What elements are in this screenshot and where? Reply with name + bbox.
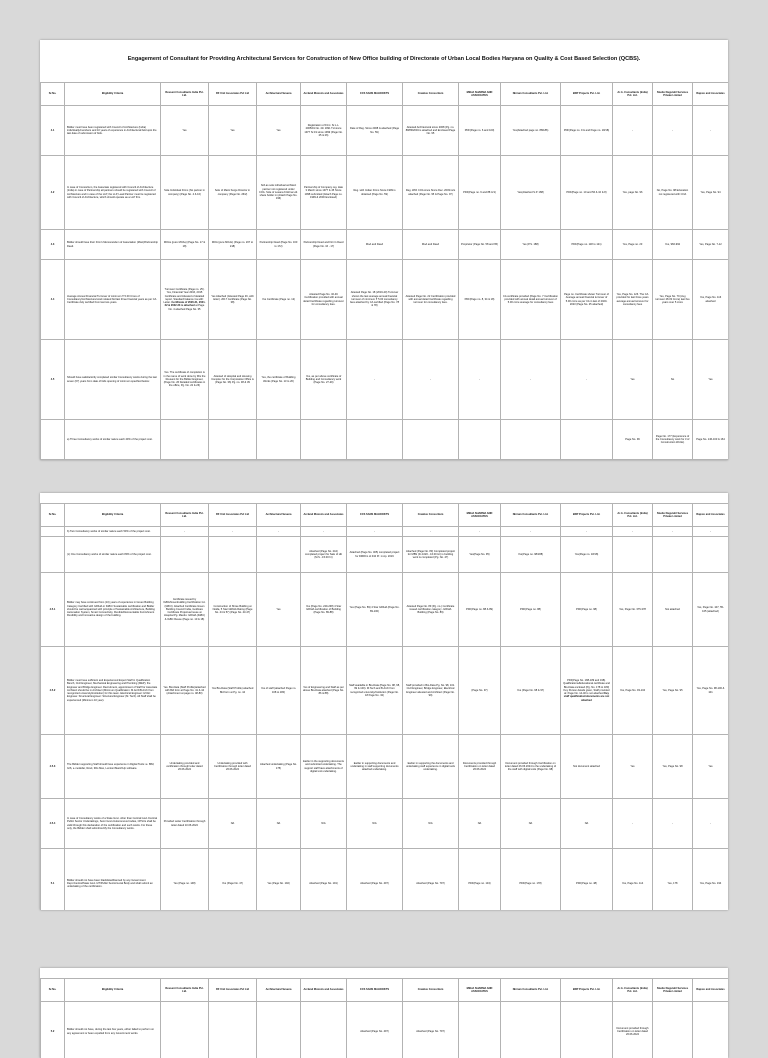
bidder-evaluation-cell: Yes Certificate (Page no. 12) [257, 260, 301, 340]
bidder-evaluation-cell: Yes, Page No. 7-12 [693, 230, 729, 260]
table-row [41, 420, 729, 460]
row-number: 4.5.3 [41, 735, 65, 799]
eligibility-criteria-cell: Average Annual Financial Turnover of minimum ₹ 5.00 Crore of Consultancy/Architectural work related bid last three financial years as per CA Certificate duly certified from last two years. [65, 260, 161, 340]
column-header: Studio Dagstuhl Services Private Limited [653, 83, 693, 106]
bidder-evaluation-cell: - [653, 527, 693, 537]
column-header: MEHA SHARMA AND ASSOCIATES [459, 83, 501, 106]
bidder-evaluation-cell: NA [257, 799, 301, 849]
bidder-evaluation-cell: Attached (Page No. 497) [347, 1002, 403, 1058]
bidder-evaluation-cell: Partnership Deed (Page No. 160 to 172) [257, 230, 301, 260]
bidder-evaluation-cell: Undertaking provided and certification through letter dated 26.06.2024 [161, 735, 209, 799]
bidder-evaluation-cell: PDF(Page no. 118 to 121) [561, 230, 613, 260]
bidder-evaluation-cell: Yes, Page No. 95 [653, 647, 693, 735]
row-number: 4.4 [41, 260, 65, 340]
bidder-evaluation-cell: Undertaking provided with Certification through letter dated 26.06.2024 [209, 735, 257, 799]
eligibility-criteria-cell: Bidder must have sufficient and Experienced Expert Staff in Qualification Bench, Civil Engineer, Mechanical Engineering and Plumbing (MEP), fire Engineer and Bridge Engineer. Recruitment, appointment of Staff for Associate Architect should be in Architect (Minimum Qualification: M.Arch/B.Arch from recognized university/institution) for this team. Electrical Engineer: HVAC Engineer. Structural Engineer: Structural Engineer (M. Tech). All Staff shall be experienced (Minimum 10 year). [65, 647, 161, 735]
bidder-evaluation-cell: Page No. 177 (Experience of the Consultancy work for 3 of Construction Works) [653, 420, 693, 460]
bidder-evaluation-cell: Construction of Shree Building at Noida, 5 Star GRIHA Rating (Page No. 44 & 57) (Page No. 43-47) [209, 573, 257, 647]
table-row [41, 156, 729, 230]
bidder-evaluation-cell [257, 537, 301, 573]
column-header: Rapsio and Associates [693, 83, 729, 106]
bidder-evaluation-cell: Yes, 178 [653, 849, 693, 911]
column-header: Creative Consortium [403, 83, 459, 106]
row-number: 4.5.4 [41, 799, 65, 849]
eligibility-criteria-cell: (c) One Consultancy works of similar nature each 80% of the project cost. [65, 537, 161, 573]
bidder-evaluation-cell: N/A [301, 799, 347, 849]
bidder-evaluation-cell: - [501, 527, 561, 537]
column-header: CCS SANS MAHOOKTS [347, 979, 403, 1002]
header-row [41, 83, 729, 106]
column-header: Sr.No. [41, 979, 65, 1002]
column-header: Creative Consortium [403, 979, 459, 1002]
bidder-evaluation-cell: - [613, 527, 653, 537]
bidder-evaluation-cell: Yes, Page No. 107, 55-105 (attached) [693, 573, 729, 647]
bidder-evaluation-cell: - [561, 527, 613, 537]
bidder-evaluation-cell: Yes (Page no. 148) [161, 849, 209, 911]
bidder-evaluation-cell: Documents provided through Certification on letter dated 26.06.2024 [459, 735, 501, 799]
column-header: BDP Projects Pvt. Ltd. [561, 504, 613, 527]
bidder-evaluation-cell: PDF(Page no. 88) [501, 573, 561, 647]
bidder-evaluation-cell: Yes (Page No. 98 & 97) [501, 647, 561, 735]
bidder-evaluation-cell: Yes(Attached S.P. 188) [501, 156, 561, 230]
bidder-evaluation-cell: Provided Letter Certification through letter dated 10.06.2024 [161, 799, 209, 849]
column-header: CCS SANS MAHOOKTS [347, 504, 403, 527]
bidder-evaluation-cell: PDF(Page no. 98) [561, 573, 613, 647]
table-row [41, 106, 729, 156]
column-header: Reusent Consultants India Pvt. Ltd. [161, 504, 209, 527]
document-page-3 [40, 968, 728, 1058]
bidder-evaluation-cell [257, 420, 301, 460]
bidder-evaluation-cell: Not document attached [561, 735, 613, 799]
bidder-evaluation-cell: Yes, page No. 96 [613, 156, 653, 230]
bidder-evaluation-cell: Yes [693, 340, 729, 420]
bidder-evaluation-cell: Document provided through Certification on letter dated 26.06.2024 to the undertaking of the staff with digital tools (Page No. 98) [501, 735, 561, 799]
evaluation-table-1 [40, 82, 728, 460]
bidder-evaluation-cell: Page No. 146-163 & 164 [693, 420, 729, 460]
bidder-evaluation-cell: Yes(Page no. 98/188) [501, 537, 561, 573]
column-header: Sr.No. [41, 83, 65, 106]
bidder-evaluation-cell: NA [561, 799, 613, 849]
eligibility-criteria-cell: Bidder should not have been blacklisted/banned by any Government Dept./Central/State Govt./UT/Public Sector/Local Body and shall submit an undertaking of the certification. [65, 849, 161, 911]
bidder-evaluation-cell: NA [501, 799, 561, 849]
bidder-evaluation-cell: No, Page No. 98 Education not registered with COA [653, 156, 693, 230]
bidder-evaluation-cell: Yes [257, 573, 301, 647]
bidder-evaluation-cell: Attested Page No. 89 (Pg. no.) Certificate issued certification category -GRIHA Building (Page No. 89) [403, 573, 459, 647]
bidder-evaluation-cell: - [693, 799, 729, 849]
table-row [41, 537, 729, 573]
bidder-evaluation-cell: - [459, 340, 501, 420]
column-header: RF Unit Associates Pvt Ltd [209, 979, 257, 1002]
column-header: Arcland Motools and Associates [301, 83, 347, 106]
bidder-evaluation-cell [403, 420, 459, 460]
table-row [41, 260, 729, 340]
table-row [41, 230, 729, 260]
bidder-evaluation-cell: Yes of staff (attached Page no. 168 to 180) [257, 647, 301, 735]
bidder-evaluation-cell: Turnover Certificate (Page no. 25). Yes, Financial Year 2016, 2015 Certificate and Attested of detailed report, Standard balance Ca with: Letter. Certificate of 2020-21, 2021-22 & 2022-23 is attached at Page No. 4 attached Page No. 35 [161, 260, 209, 340]
bidder-evaluation-cell: N/A [347, 799, 403, 849]
bidder-evaluation-cell [693, 1002, 729, 1058]
bidder-evaluation-cell: - [347, 527, 403, 537]
bidder-evaluation-cell: Yes. Bio-Data (Staff Profile)/attached with Bid form at Page No. 41 & 44 (Attachment at page no. 48-80) [161, 647, 209, 735]
bidder-evaluation-cell: Sole Individual Firms (No partner in company) (Page No. 4 & 10) [161, 156, 209, 230]
bidder-evaluation-cell: Staff provided in Bio-Data Pg. No. 98, 101. Civil Engineer, Bridge Engineer, Electrical Engineer attested and Architect (Page No. 99) [403, 647, 459, 735]
bidder-evaluation-cell: Yes of Engineering and Staff as per above Bio-Data attached (Page No. 86 & 88) [301, 647, 347, 735]
bidder-evaluation-cell: Yes (P.S. 188) [501, 230, 561, 260]
bidder-evaluation-cell: PDF(Page no. 10 and 56 & 10 & 8) [561, 156, 613, 230]
bidder-evaluation-cell [459, 420, 501, 460]
bidder-evaluation-cell: - [561, 340, 613, 420]
bidder-evaluation-cell [209, 537, 257, 573]
column-header: Reusent Consultants India Pvt. Ltd. [161, 979, 209, 1002]
column-header: Eligibility Criteria [65, 979, 161, 1002]
bidder-evaluation-cell: Reg. with Indian Firms Since 1999 is obtained (Page No. 59) [347, 156, 403, 230]
bidder-evaluation-cell: Yes, Page No. 98-100 & 101 [693, 647, 729, 735]
bidder-evaluation-cell: Yes, Page No. 375-378 [613, 573, 653, 647]
eligibility-criteria-cell: Bidder must have been registered with Council of Architecture (India) individually/members and 10 years of experience in Architectural field upto the last date of submission of bids. [65, 106, 161, 156]
bidder-evaluation-cell: PDF(Page No. 188-189 and 198). Qualifications/Educational certificate and Bio-Data enclosed (Pg. No. 178 to 180) Key Person details given, Staff provided at: Page No. 14-40 is not attached Key staff qualification/documents are not attached [561, 647, 613, 735]
bidder-evaluation-cell: Yes, Page No. 116 attached [693, 260, 729, 340]
bidder-evaluation-cell: (Page No. 97) [459, 647, 501, 735]
bidder-evaluation-cell [209, 1002, 257, 1058]
bidder-evaluation-cell: Yes Bio-Data (Staff Profile) attached Bid form at Pg. no. 44 [209, 647, 257, 735]
bidder-evaluation-cell: Yes [209, 106, 257, 156]
bidder-evaluation-cell: N/A as sole individual architect partner not registered under COA. Sole of Lesana Krishna Ltd. share holder in (Attach Page No. 196) [257, 156, 301, 230]
bidder-evaluation-cell [301, 420, 347, 460]
bidder-evaluation-cell [161, 420, 209, 460]
bidder-evaluation-cell: - [257, 527, 301, 537]
bidder-evaluation-cell: MoA and Deed [347, 230, 403, 260]
column-header: Eligibility Criteria [65, 504, 161, 527]
eligibility-criteria-cell: Bidder may have continued from (10) years of experience in Green Building Category Certified with GRIHA or IGBC/ Sustainable certification and Bidder should be well acquainted with principle of Sustainable Architecture, Building Automation System, Smart Connectivity, Flexible/Demountable Furnishment Flexibility and Innovative design of the building. [65, 573, 161, 647]
bidder-evaluation-cell: - [693, 106, 729, 156]
bidder-evaluation-cell: Partnership of Company reg. date 3 March since 1977 & 45 Since 1998 submitted (Attach Page no. 1999 & 2000 Enclosed) [301, 156, 347, 230]
bidder-evaluation-cell: Yes, Page No. 94 [693, 156, 729, 230]
row-number: 4.5.1 [41, 573, 65, 647]
row-number: 4.2 [41, 156, 65, 230]
bidder-evaluation-cell: Yes (Page No. 89) 4 Star GRIHA (Page No. 89-100) [347, 573, 403, 647]
bidder-evaluation-cell: - [501, 340, 561, 420]
bidder-evaluation-cell: Yes, Page No. 114 [613, 849, 653, 911]
eligibility-criteria-cell: Bidder should have their Firm's Memorandum of Association (MoA)/Partnership Deed. [65, 230, 161, 260]
header-row [41, 504, 729, 527]
bidder-evaluation-cell [501, 420, 561, 460]
column-header: Ar.A. Consultants (India) Pvt. Ltd. [613, 504, 653, 527]
document-page-2 [40, 493, 728, 910]
column-header: Arcland Motools and Associates [301, 504, 347, 527]
bidder-evaluation-cell: - [209, 527, 257, 537]
bidder-evaluation-cell: Yes Attached (Attested Page 46, with letter). 2017 Certificate (Page No. 38) [209, 260, 257, 340]
bidder-evaluation-cell: MoA and Deed [403, 230, 459, 260]
column-header: Architectural Sevena [257, 504, 301, 527]
bidder-evaluation-cell: NA [459, 799, 501, 849]
bidder-evaluation-cell: Attached (Page No. 797) [403, 849, 459, 911]
column-header: Nirman Consultants Pvt. Ltd. [501, 83, 561, 106]
header-row [41, 979, 729, 1002]
bidder-evaluation-cell: - [459, 527, 501, 537]
bidder-evaluation-cell: - [613, 106, 653, 156]
row-number: 5.1 [41, 849, 65, 911]
bidder-evaluation-cell: - [301, 527, 347, 537]
bidder-evaluation-cell [693, 537, 729, 573]
row-number: 4.5 [41, 340, 65, 420]
bidder-evaluation-cell: Yes [161, 106, 209, 156]
bidder-evaluation-cell: PDF(Page no. 178) [501, 849, 561, 911]
bidder-evaluation-cell [653, 1002, 693, 1058]
column-header: Nirman Consultants Pvt. Ltd. [501, 979, 561, 1002]
bidder-evaluation-cell: Yes, as per above certificate of Building and Consultancy work (Page No. 27-29) [301, 340, 347, 420]
bidder-evaluation-cell: PDF(Page no. 48) [561, 849, 613, 911]
bidder-evaluation-cell: NA [209, 799, 257, 849]
bidder-evaluation-cell [347, 420, 403, 460]
evaluation-table-2 [40, 503, 728, 910]
bidder-evaluation-cell: Yes, 966-992 [653, 230, 693, 260]
column-header: RF Unit Associates Pvt Ltd [209, 83, 257, 106]
bidder-evaluation-cell: Yes (Page No. 192) [257, 849, 301, 911]
bidder-evaluation-cell: Attached (Page No. 797) [403, 1002, 459, 1058]
bidder-evaluation-cell: Partnership Deed and Firm's Deed (Page No. 16 - 17) [301, 230, 347, 260]
row-number: 4.5.2 [41, 647, 65, 735]
bidder-evaluation-cell: Yes (Page No. 229-238) 4 Star GRIHA certification of Building (Page No. 89-88) [301, 573, 347, 647]
bidder-evaluation-cell: Yes(Attached page no. 88/186) [501, 106, 561, 156]
bidder-evaluation-cell: Not attached [653, 573, 693, 647]
eligibility-criteria-cell: The Bidder supporting Staff should have experience in Digital Tools i.e. BIM, GIS, e-modeller, Revit, 3Ds Max, Lumion/SketchUp software. [65, 735, 161, 799]
column-header: Eligibility Criteria [65, 83, 161, 106]
table-row [41, 1002, 729, 1058]
bidder-evaluation-cell: Yes, Page No. 194 [693, 849, 729, 911]
column-header: Ar.A. Consultants (India) Pvt. Ltd. [613, 979, 653, 1002]
bidder-evaluation-cell: Attached (Page No. 244) completed project for Sale of Hb (M.S. -15.00 hr) [301, 537, 347, 573]
column-header: RF Unit Associates Pvt Ltd [209, 504, 257, 527]
bidder-evaluation-cell: Earlier in the supporting documents and submitted undertaking. The support staff have attachments of digital tool undertaking. [301, 735, 347, 799]
column-header: Rapsio and Associates [693, 504, 729, 527]
bidder-evaluation-cell: Yes, the certificate of Building Works (Page No. 13 to 20) [257, 340, 301, 420]
bidder-evaluation-cell: Yes, Page No. 79 (Avg turnover 28.33 Crore) last five years over 5 crore [653, 260, 693, 340]
column-header: Creative Consortium [403, 504, 459, 527]
document-title: Engagement of Consultant for Providing Architectural Services for Construction of New Office building of Directorate of Urban Local Bodies Haryana on Quality & Cost Based Selection (QCBS). [40, 56, 728, 62]
bidder-evaluation-cell: Attached (Page No. 465) completed project for DMRCL of 434 Pr. in Ap. 2019 [347, 537, 403, 573]
column-header: CCS SANS MAHOOKTS [347, 83, 403, 106]
evaluation-table-3 [40, 978, 728, 1058]
bidder-evaluation-cell: Yes [613, 340, 653, 420]
bidder-evaluation-cell: CA certificate provided (Page No. 7 Certification provided with annual detail annual turnover of 5.00 crore average for consultancy fees [501, 260, 561, 340]
bidder-evaluation-cell: Attested Page No. 32-49 Certification provided with annual detail Certificate regarding turnover for consultancy fees. [301, 260, 347, 340]
table-row [41, 340, 729, 420]
bidder-evaluation-cell [161, 1002, 209, 1058]
bidder-evaluation-cell: No [653, 340, 693, 420]
column-header: Studio Dagstuhl Services Private Limited [653, 979, 693, 1002]
bidder-evaluation-cell: Yes [613, 735, 653, 799]
bidder-evaluation-cell: Date of Reg. Since 2008 & attached (Page No. 59) [347, 106, 403, 156]
column-header: MEHA SHARMA AND ASSOCIATES [459, 979, 501, 1002]
bidder-evaluation-cell: Earlier in supporting the documents and undertaking staff experience in digital tools undertaking. [403, 735, 459, 799]
bidder-evaluation-cell [653, 537, 693, 573]
bidder-evaluation-cell [209, 420, 257, 460]
bidder-evaluation-cell: - [403, 527, 459, 537]
bidder-evaluation-cell: N/A [403, 799, 459, 849]
bidder-evaluation-cell: Yes [257, 106, 301, 156]
column-header: Architectural Sevena [257, 83, 301, 106]
column-header: BDP Projects Pvt. Ltd. [561, 83, 613, 106]
eligibility-criteria-cell: b) Two Consultancy works of similar nature each 50% of the project cost. [65, 527, 161, 537]
bidder-evaluation-cell [501, 1002, 561, 1058]
bidder-evaluation-cell: PDF(Page no. 6 and 100) [459, 106, 501, 156]
row-number: 4.3 [41, 230, 65, 260]
column-header: Studio Dagstuhl Services Private Limited [653, 504, 693, 527]
bidder-evaluation-cell [561, 420, 613, 460]
bidder-evaluation-cell: - [653, 106, 693, 156]
column-header: Ar.A. Consultants (India) Pvt. Ltd. [613, 83, 653, 106]
bidder-evaluation-cell: Yes(Page no. 18/18) [561, 537, 613, 573]
column-header: BDP Projects Pvt. Ltd. [561, 979, 613, 1002]
column-header: Arcland Motools and Associates [301, 979, 347, 1002]
row-number: 5.2 [41, 1002, 65, 1058]
row-number [41, 527, 65, 537]
bidder-evaluation-cell: Attached (Page No. 497) [347, 849, 403, 911]
eligibility-criteria-cell: Bidder should not have, during the last five years, either failed to perform on any agreement or been expelled from any Government works. [65, 1002, 161, 1058]
bidder-evaluation-cell: Proprietor (Page No. 58 and 65) [459, 230, 501, 260]
table-row [41, 735, 729, 799]
bidder-evaluation-cell: Staff available in Bio-Data (Page No. 98, 68, 99 & 100). M.Tech and B.Arch from recognized university/institution (Page No. 18 Page No. 32) [347, 647, 403, 735]
bidder-evaluation-cell: Yes [693, 735, 729, 799]
bidder-evaluation-cell: PDF(Page no. 9 and 88 & 9) [459, 156, 501, 230]
bidder-evaluation-cell [301, 1002, 347, 1058]
bidder-evaluation-cell: PDF(Page no. 8, 34 & 18) [459, 260, 501, 340]
eligibility-criteria-cell: In case of Consortium, the Associate registered with Council of Architecture (India) in case of Partnership all partners should be registered with Council of Architecture and in case of the LLP, the LLP, Lead Partner must be registered with Council of Architecture, which should operate as a LLP firm. [65, 156, 161, 230]
bidder-evaluation-cell: Attached (Page No. 191) [301, 849, 347, 911]
bidder-evaluation-cell: - [403, 340, 459, 420]
bidder-evaluation-cell: Registration of Firm: Sr.L.L. 2005/91 No. 41/ 1991 TH since 1977 Sr.19 since 1999 (Page No. 25 & 26) [301, 106, 347, 156]
bidder-evaluation-cell: Yes (Page No. 47) [209, 849, 257, 911]
table-row [41, 647, 729, 735]
row-number [41, 420, 65, 460]
bidder-evaluation-cell: Attested Page No. 18 (2019-20) Turnover shown the last average annual financial turnover of minimum ₹ 5.00 consultancy fees attached by CA certified (Page No. 78 & 78) [347, 260, 403, 340]
bidder-evaluation-cell: - [693, 527, 729, 537]
row-number [41, 537, 65, 573]
bidder-evaluation-cell [459, 1002, 501, 1058]
bidder-evaluation-cell: Attached undertaking (Page No. 175) [257, 735, 301, 799]
eligibility-criteria-cell: a) Three Consultancy works of similar nature each 40% of the project cost. [65, 420, 161, 460]
table-row [41, 849, 729, 911]
eligibility-criteria-cell: Should have satisfactorily completed similar Consultancy works during the last seven (07) years from date of bids opening of minimum specified below: [65, 340, 161, 420]
bidder-evaluation-cell: MOA (pure MOAs) (Page no. 207 to 218) [209, 230, 257, 260]
document-page-1 [40, 40, 728, 460]
bidder-evaluation-cell: MOAs (pure MOAs) (Page No. 17 & 18) [161, 230, 209, 260]
bidder-evaluation-cell: Yes, Page no. 23 [613, 230, 653, 260]
column-header: Sr.No. [41, 504, 65, 527]
bidder-evaluation-cell [561, 1002, 613, 1058]
row-number: 4.1 [41, 106, 65, 156]
bidder-evaluation-cell: Attested Page No. 22 Certification provided with annual detail Certificate regarding turnover for consultancy fees. [403, 260, 459, 340]
bidder-evaluation-cell: Yes. The certificate of completion is in the name of work done by M/s the Reusent for the Bidder Engineer, (Page No. 26 Detailed certificates in the office, Pg. No. 22 & 26) [161, 340, 209, 420]
bidder-evaluation-cell: Attested of Hospital and Housing Complex for the Corporation Office is (Page No. 36) Pg. no. 38 & 39 [209, 340, 257, 420]
bidder-evaluation-cell [257, 1002, 301, 1058]
table-row [41, 527, 729, 537]
bidder-evaluation-cell: Yes(Page No. 95) [459, 537, 501, 573]
column-header: MEHA SHARMA AND ASSOCIATES [459, 504, 501, 527]
bidder-evaluation-cell: PDF(Page no. 88 & 89) [459, 573, 501, 647]
column-header: Nirman Consultants Pvt. Ltd. [501, 504, 561, 527]
bidder-evaluation-cell: Sole of Maini Surge Director in company (Page No. 26/2) [209, 156, 257, 230]
table-row [41, 573, 729, 647]
bidder-evaluation-cell: Document provided through Certification on letter dated 26.06.2024 [613, 1002, 653, 1058]
bidder-evaluation-cell: PDF(Page no. 134) [459, 849, 501, 911]
bidder-evaluation-cell: Attested Architectural since 2008 (Pg. no. 88/89/2004 is attached and Enclosed Page No. 95 [403, 106, 459, 156]
bidder-evaluation-cell: Page No. 99 [613, 420, 653, 460]
column-header: Architectural Sevena [257, 979, 301, 1002]
table-row [41, 799, 729, 849]
bidder-evaluation-cell: Attached (Page No. 83) Completed project for MBS (Fr-1020 - 16.00 Hr) is building work is completed (Pg. No. 47) [403, 537, 459, 573]
column-header: Reusent Consultants India Pvt. Ltd. [161, 83, 209, 106]
bidder-evaluation-cell: Certificate issued by IGBC/Greenbuilding Certification Inc. (GBCI). Attached Certificate Green Building Council India, Goldcare Certificate Projectual reuse at Hospital Pg. Mandu: GRIHA (IGBC) & IGBC Reuse (Page no. 10 & 18) [161, 573, 209, 647]
column-header: Rapsio and Associates [693, 979, 729, 1002]
bidder-evaluation-cell [161, 537, 209, 573]
bidder-evaluation-cell: - [613, 799, 653, 849]
eligibility-criteria-cell: In case of Consultancy works of a State Govt. other than Central Govt./Central Public Sector Undertakings, Semi Govt./Autonomous bodies, CPSUs shall be valid through this declaration of the certification and such works. For these only, the Bidder shall submit/certify the Consultancy works. [65, 799, 161, 849]
bidder-evaluation-cell: Yes, Page No. 93-104 [613, 647, 653, 735]
bidder-evaluation-cell: - [653, 799, 693, 849]
bidder-evaluation-cell: Earlier in supporting documents and undertaking in staff supporting documents attached undertaking. [347, 735, 403, 799]
bidder-evaluation-cell: Yes, Page No. 126. The CA provided for last three years average annual turnover for consultancy fees [613, 260, 653, 340]
bidder-evaluation-cell: Page no. Certificate shown Turnover of Average annual financial turnover of 5.00 crore as per CA in last of 2020-2023 (Page No. 25 attached) [561, 260, 613, 340]
bidder-evaluation-cell: - [347, 340, 403, 420]
bidder-evaluation-cell [613, 537, 653, 573]
bidder-evaluation-cell: PDF(Page no. 9 & and Page no. 18/18) [561, 106, 613, 156]
bidder-evaluation-cell: Reg. With COA since Since Dec. 2003 is/is attached (Page No. 95 & Page No. 97) [403, 156, 459, 230]
bidder-evaluation-cell: Yes, Page No. 98 [653, 735, 693, 799]
bidder-evaluation-cell: - [161, 527, 209, 537]
